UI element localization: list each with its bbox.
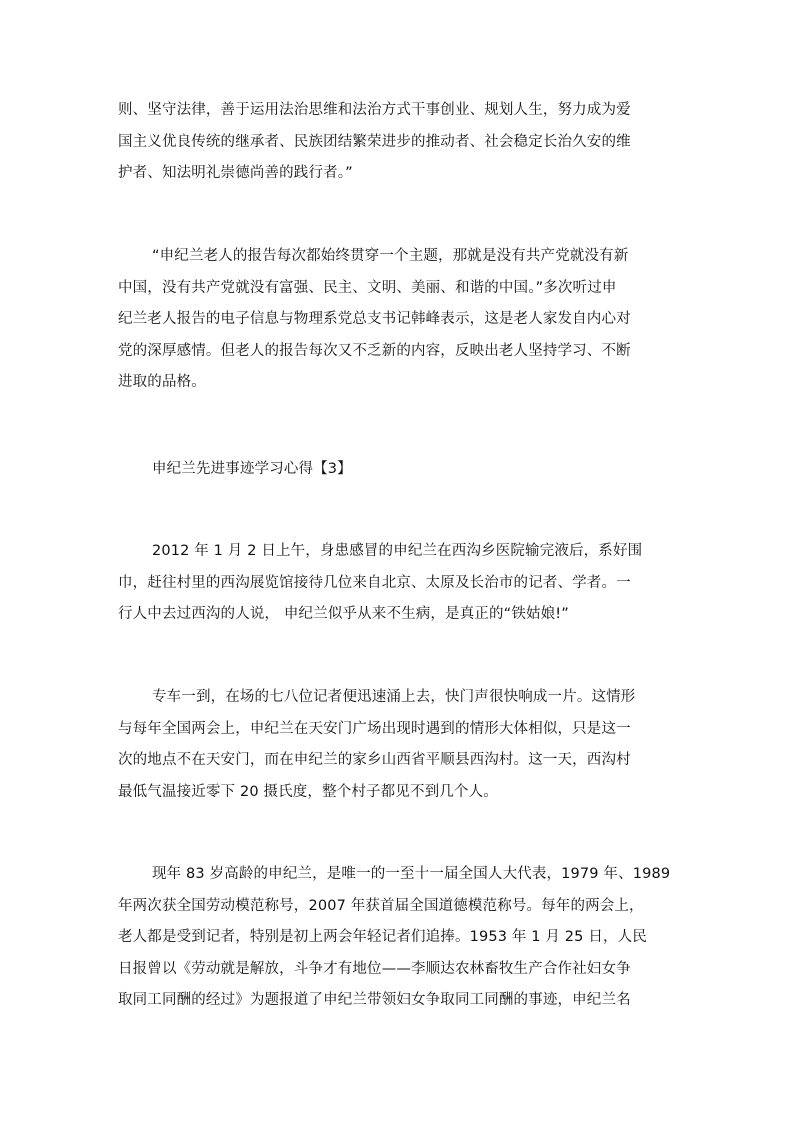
- text-line: 现年 83 岁高龄的申纪兰，是唯一的一至十一届全国人大代表，1979 年、1989: [152, 866, 671, 882]
- paragraph-6: [118, 859, 680, 1017]
- paragraph-1: [118, 95, 680, 190]
- text-line: 进取的品格。: [118, 374, 206, 390]
- text-line: 护者、知法明礼崇德尚善的践行者。”: [118, 165, 353, 181]
- text-line: 党的深厚感情。但老人的报告每次又不乏新的内容，反映出老人坚持学习、不断: [118, 342, 631, 359]
- text-line: 行人中去过西沟的人说， 申纪兰似乎从来不生病，是真正的“铁姑娘!”: [118, 606, 569, 622]
- text-line: 老人都是受到记者，特别是初上两会年轻记者们追捧。1953 年 1 月 25 日，人民: [118, 929, 647, 945]
- heading-text: 申纪兰先进事迹学习心得【3】: [152, 461, 352, 477]
- text-line: 巾，赶往村里的西沟展览馆接待几位来自北京、太原及长治市的记者、学者。一: [118, 574, 631, 591]
- paragraph-4: [118, 536, 680, 631]
- paragraph-2: [118, 241, 680, 399]
- paragraph-5: [118, 682, 680, 808]
- text-line: 最低气温接近零下 20 摄氏度，整个村子都见不到几个人。: [118, 783, 498, 800]
- text-line: 次的地点不在天安门，而在申纪兰的家乡山西省平顺县西沟村。这一天，西沟村: [118, 752, 631, 768]
- text-line: 日报曾以《劳动就是解放，斗争才有地位——李顺达农林畜牧生产合作社妇女争: [118, 960, 631, 977]
- section-heading: [118, 454, 680, 486]
- text-line: 中国，没有共产党就没有富强、民主、文明、美丽、和谐的中国。”多次听过申: [118, 279, 617, 296]
- text-line: 2012 年 1 月 2 日上午，身患感冒的申纪兰在西沟乡医院输完液后，系好围: [152, 543, 643, 559]
- text-line: 国主义优良传统的继承者、民族团结繁荣进步的推动者、社会稳定长治久安的维: [118, 133, 631, 150]
- text-line: 则、坚守法律，善于运用法治思维和法治方式干事创业、规划人生，努力成为爱: [118, 102, 631, 118]
- text-line: 取同工同酬的经过》为题报道了申纪兰带领妇女争取同工同酬的事迹，申纪兰名: [118, 992, 631, 1008]
- text-line: 年两次获全国劳动模范称号，2007 年获首届全国道德模范称号。每年的两会上，: [118, 897, 644, 914]
- text-line: “申纪兰老人的报告每次都始终贯穿一个主题，那就是没有共产党就没有新: [152, 248, 629, 264]
- text-line: 专车一到，在场的七八位记者便迅速涌上去，快门声很快响成一片。这情形: [152, 689, 636, 705]
- text-line: 与每年全国两会上，申纪兰在天安门广场出现时遇到的情形大体相似，只是这一: [118, 720, 631, 737]
- text-line: 纪兰老人报告的电子信息与物理系党总支书记韩峰表示，这是老人家发自内心对: [118, 311, 631, 327]
